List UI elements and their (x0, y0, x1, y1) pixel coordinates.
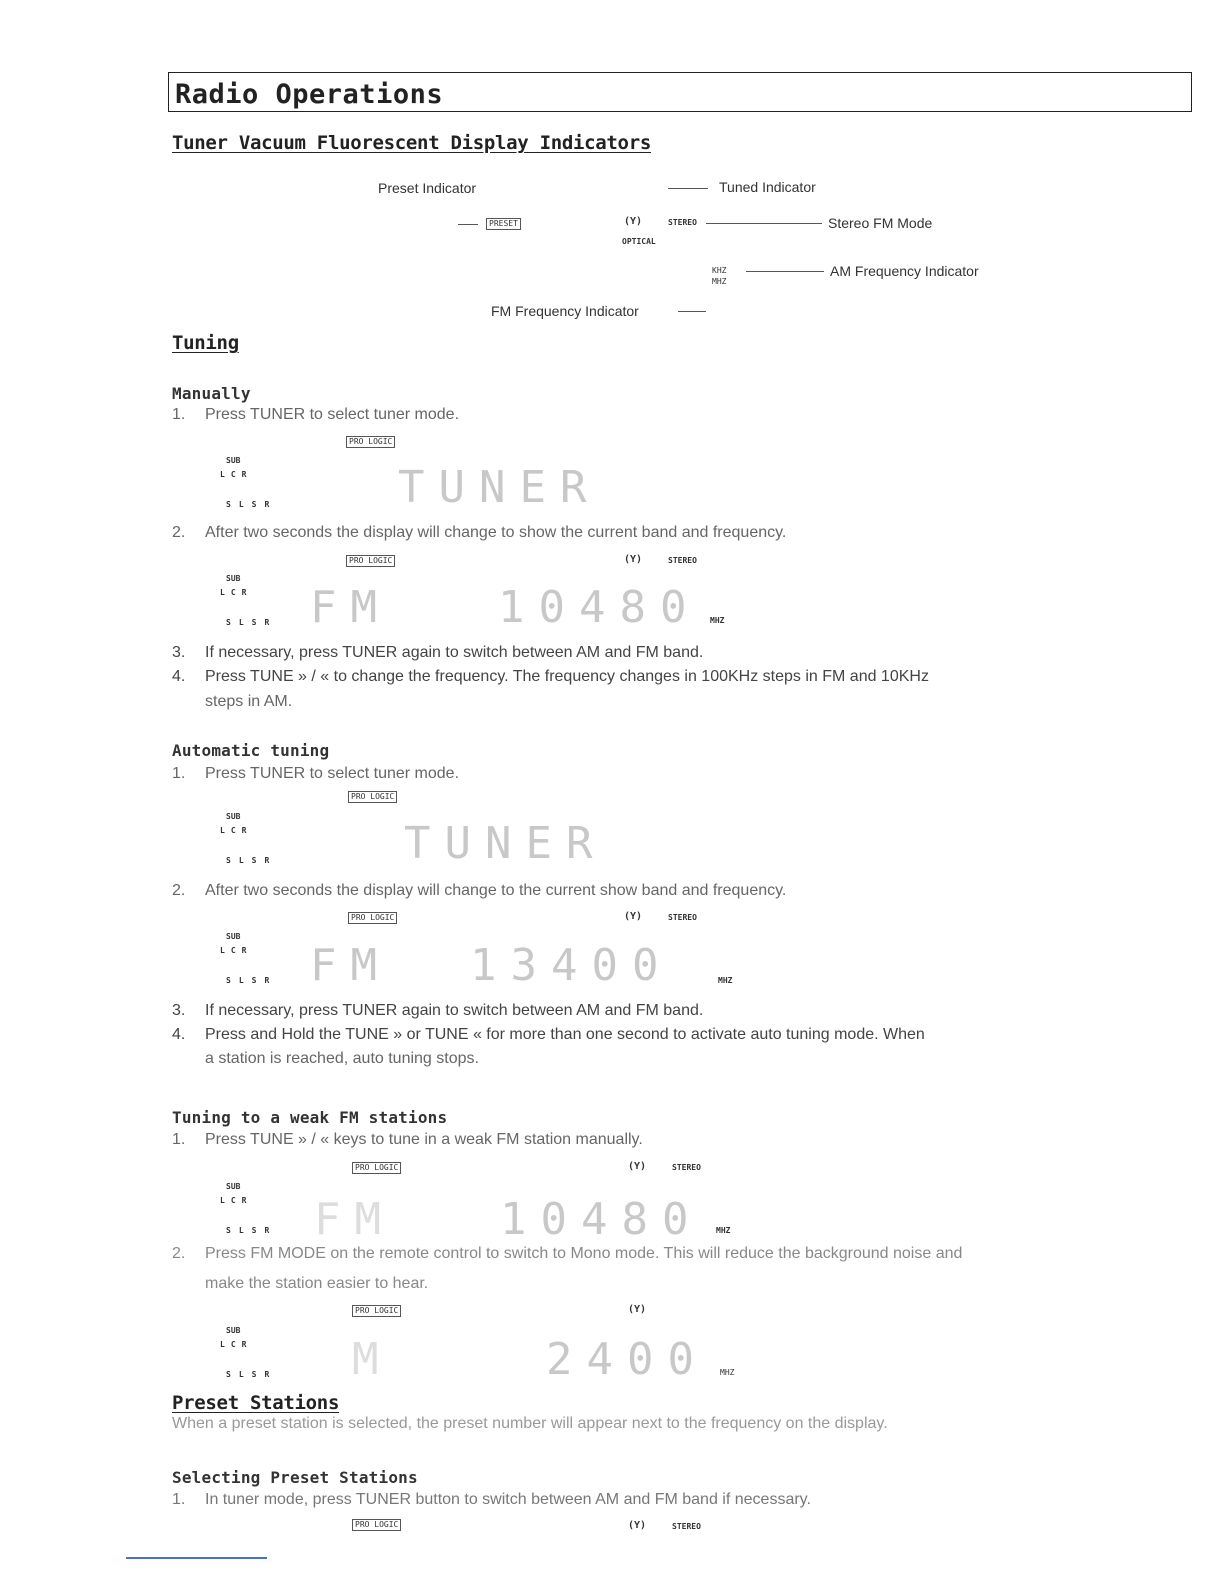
khz-glyph: KHZ (712, 266, 727, 275)
surround-glyph: SLSR (226, 618, 278, 627)
sub-glyph: SUB (226, 1182, 241, 1191)
antenna-icon: (Y) (624, 216, 643, 227)
antenna-icon: (Y) (624, 911, 643, 922)
preset-leader (458, 224, 478, 225)
display-4-frequency: 13400 (470, 940, 673, 991)
sub-glyph: SUB (226, 1326, 241, 1335)
pro-logic-badge: PRO LOGIC (352, 1305, 401, 1317)
preset-glyph: PRESET (486, 218, 521, 230)
optical-glyph: OPTICAL (622, 237, 656, 246)
lcr-glyph: LCR (220, 1196, 253, 1205)
display-5-band: FM (314, 1194, 395, 1245)
preset-step-1: 1. In tuner mode, press TUNER button to switch between AM and FM band if necessary. (172, 1491, 811, 1508)
pro-logic-badge: PRO LOGIC (352, 1162, 401, 1174)
stereo-glyph: STEREO (672, 1163, 701, 1172)
lcr-glyph: LCR (220, 826, 253, 835)
manual-step-3: 3. If necessary, press TUNER again to switch between AM and FM band. (172, 644, 704, 661)
stereo-glyph: STEREO (668, 218, 697, 227)
preset-indicator-label: Preset Indicator (378, 180, 477, 196)
sub-glyph: SUB (226, 574, 241, 583)
antenna-icon: (Y) (628, 1161, 647, 1172)
preset-stations-heading: Preset Stations (172, 1392, 340, 1414)
am-leader (746, 271, 824, 272)
auto-step-4: 4. Press and Hold the TUNE » or TUNE « for more than one second to activate auto tuning mode. When (172, 1026, 925, 1043)
lcr-glyph: LCR (220, 946, 253, 955)
pro-logic-badge: PRO LOGIC (346, 436, 395, 448)
surround-glyph: SLSR (226, 500, 278, 509)
auto-step-1: 1. Press TUNER to select tuner mode. (172, 765, 460, 782)
page-title: Radio Operations (175, 79, 444, 110)
weak-step-2-cont: make the station easier to hear. (205, 1275, 429, 1292)
sub-glyph: SUB (226, 456, 241, 465)
selecting-preset-heading: Selecting Preset Stations (172, 1468, 418, 1487)
manually-heading: Manually (172, 384, 251, 403)
display-indicators-heading: Tuner Vacuum Fluorescent Display Indicators (172, 132, 651, 154)
lcr-glyph: LCR (220, 470, 253, 479)
am-frequency-indicator-label: AM Frequency Indicator (830, 263, 979, 279)
pro-logic-badge: PRO LOGIC (346, 555, 395, 567)
tuned-indicator-leader (668, 188, 708, 189)
surround-glyph: SLSR (226, 856, 278, 865)
auto-step-2: 2. After two seconds the display will change to the current show band and frequency. (172, 882, 787, 899)
stereo-leader (706, 223, 822, 224)
antenna-icon: (Y) (628, 1304, 647, 1315)
stereo-fm-mode-label: Stereo FM Mode (828, 215, 933, 231)
surround-glyph: SLSR (226, 976, 278, 985)
lcr-glyph: LCR (220, 1340, 253, 1349)
pro-logic-badge: PRO LOGIC (348, 791, 397, 803)
lcr-glyph: LCR (220, 588, 253, 597)
tuning-heading: Tuning (172, 332, 239, 354)
tuned-indicator-label: Tuned Indicator (719, 179, 816, 195)
display-4-band: FM (310, 940, 391, 991)
pro-logic-badge: PRO LOGIC (352, 1519, 401, 1531)
manual-step-4-cont: steps in AM. (205, 693, 293, 710)
manual-step-2: 2. After two seconds the display will change to show the current band and frequency. (172, 524, 787, 541)
weak-step-2: 2. Press FM MODE on the remote control to switch to Mono mode. This will reduce the background noise and (172, 1245, 963, 1262)
footnote-rule (126, 1557, 267, 1559)
display-6-band: M (352, 1334, 393, 1385)
stereo-glyph: STEREO (672, 1522, 701, 1531)
stereo-glyph: STEREO (668, 556, 697, 565)
display-1-text: TUNER (398, 462, 601, 513)
mhz-glyph: MHZ (710, 616, 725, 625)
page-banner (168, 72, 1192, 112)
manual-step-1: 1. Press TUNER to select tuner mode. (172, 406, 460, 423)
surround-glyph: SLSR (226, 1226, 278, 1235)
preset-intro: When a preset station is selected, the preset number will appear next to the frequency on the display. (172, 1415, 888, 1432)
display-5-frequency: 10480 (500, 1194, 703, 1245)
mhz-glyph: MHZ (716, 1226, 731, 1235)
auto-step-3: 3. If necessary, press TUNER again to switch between AM and FM band. (172, 1002, 704, 1019)
pro-logic-badge: PRO LOGIC (348, 912, 397, 924)
weak-fm-heading: Tuning to a weak FM stations (172, 1108, 448, 1127)
antenna-icon: (Y) (628, 1520, 647, 1531)
fm-leader (678, 311, 706, 312)
automatic-heading: Automatic tuning (172, 741, 330, 760)
surround-glyph: SLSR (226, 1370, 278, 1379)
antenna-icon: (Y) (624, 554, 643, 565)
auto-step-4-cont: a station is reached, auto tuning stops. (205, 1050, 479, 1067)
display-6-frequency: 2400 (546, 1334, 708, 1385)
display-2-band: FM (310, 582, 391, 633)
mhz-glyph: MHZ (720, 1368, 735, 1377)
stereo-glyph: STEREO (668, 913, 697, 922)
display-2-frequency: 10480 (498, 582, 701, 633)
fm-frequency-indicator-label: FM Frequency Indicator (491, 303, 639, 319)
sub-glyph: SUB (226, 932, 241, 941)
sub-glyph: SUB (226, 812, 241, 821)
display-3-text: TUNER (404, 818, 607, 869)
weak-step-1: 1. Press TUNE » / « keys to tune in a weak FM station manually. (172, 1131, 643, 1148)
manual-step-4: 4. Press TUNE » / « to change the frequency. The frequency changes in 100KHz steps in FM and 10KHz (172, 668, 929, 685)
mhz-glyph: MHZ (712, 277, 727, 286)
mhz-glyph: MHZ (718, 976, 733, 985)
